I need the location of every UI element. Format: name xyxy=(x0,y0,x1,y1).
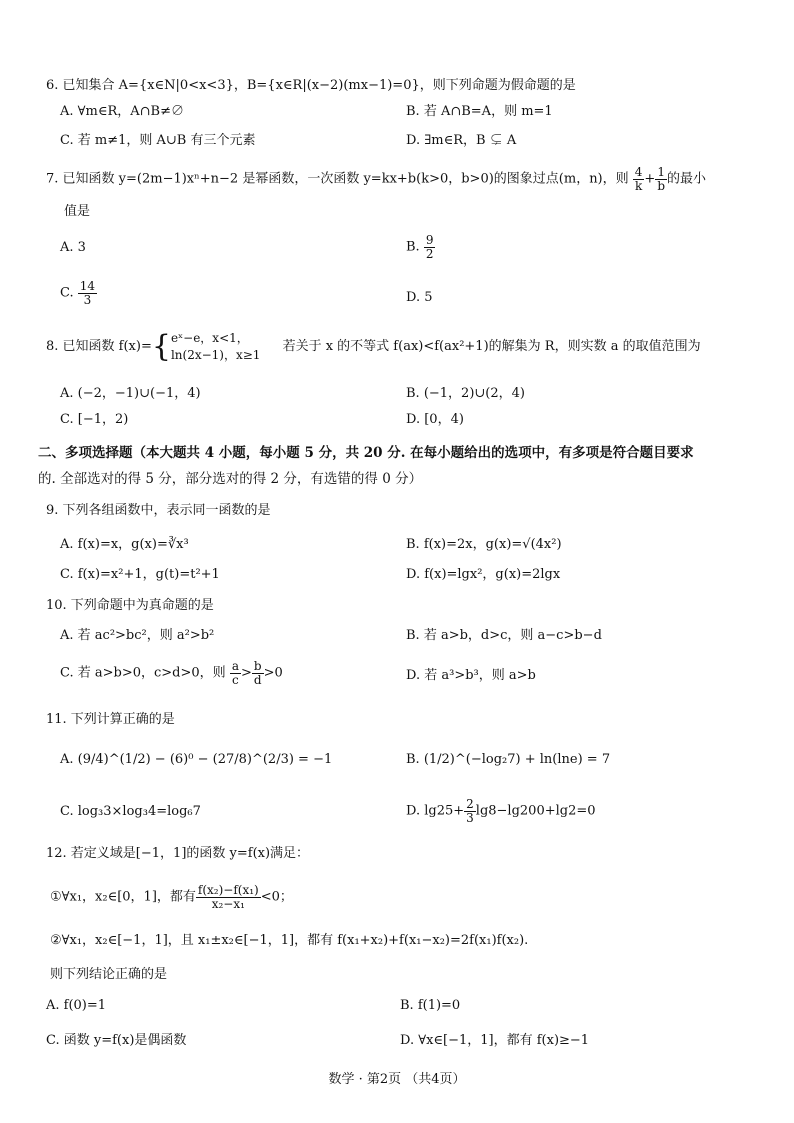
question-9-stem: 9. 下列各组函数中，表示同一函数的是 xyxy=(46,503,271,518)
q6-option-d: D. ∃m∈R，B ⊊ A xyxy=(406,133,517,148)
q12-cond1-fraction xyxy=(196,884,261,910)
q7-option-a: A. 3 xyxy=(60,240,86,255)
q8-brace: { xyxy=(151,328,171,364)
q9-option-d: D. f(x)=lgx²，g(x)=2lgx xyxy=(406,567,561,582)
question-12-stem: 12. 若定义域是[−1，1]的函数 y=f(x)满足： xyxy=(46,846,310,861)
q6-option-b: B. 若 A∩B=A，则 m=1 xyxy=(406,104,553,119)
q11-option-d xyxy=(406,798,596,824)
q7-option-c-fraction xyxy=(78,280,97,306)
q12-then: 则下列结论正确的是 xyxy=(50,967,168,982)
q11-d-post: lg8−lg200+lg2=0 xyxy=(475,803,596,819)
q10-option-c xyxy=(60,660,283,686)
q7-frac1-num: 4 xyxy=(634,165,643,179)
q9-option-a: A. f(x)=x，g(x)=∛x³ xyxy=(60,537,189,552)
q7-option-c-label: C. xyxy=(60,285,74,301)
q7-option-c xyxy=(60,280,97,306)
q8-option-d: D. [0，4) xyxy=(406,412,464,427)
q7-b-num: 9 xyxy=(425,233,434,247)
q11-d-pre: D. lg25+ xyxy=(406,803,465,819)
q7-option-b-label: B. xyxy=(406,239,420,255)
q7-frac2-den: b xyxy=(657,178,666,193)
q6-option-c: C. 若 m≠1，则 A∪B 有三个元素 xyxy=(60,133,256,148)
q11-d-den: 3 xyxy=(466,810,474,825)
q8-piece-1: eˣ−e，x<1， xyxy=(170,331,249,345)
q10-c-text: C. 若 a>b>0，c>d>0，则 xyxy=(60,665,226,681)
q11-d-num: 2 xyxy=(466,797,474,811)
q7-frac2-num: 1 xyxy=(655,166,667,180)
q7-b-den: 2 xyxy=(425,246,434,261)
q12-cond1-num: f(x₂)−f(x₁) xyxy=(197,883,259,897)
page-footer: 数学 · 第2页 （共4页） xyxy=(328,1072,466,1087)
q7-c-den: 3 xyxy=(83,292,92,307)
q9-option-b: B. f(x)=2x，g(x)=√(4x²) xyxy=(406,537,562,552)
section-2-instructions: 的. 全部选对的得 5 分，部分选对的得 2 分，有选错的得 0 分） xyxy=(38,471,423,487)
q10-c-n2: b xyxy=(253,659,262,673)
q10-option-a: A. 若 ac²>bc²，则 a²>b² xyxy=(60,628,215,643)
q7-stem-continued: 值是 xyxy=(64,204,91,219)
q12-cond1-text: ①∀x₁，x₂∈[0，1]，都有 xyxy=(50,889,196,905)
question-7-stem xyxy=(46,166,706,192)
q7-option-b xyxy=(406,234,435,260)
q10-c-fraction-a-c xyxy=(230,660,241,686)
q11-d-fraction xyxy=(464,798,476,824)
q12-option-d: D. ∀x∈[−1，1]，都有 f(x)≥−1 xyxy=(400,1033,590,1048)
q8-function-label: 8. 已知函数 f(x)= xyxy=(46,339,152,354)
q8-piece-2: ln(2x−1)，x≥1 xyxy=(170,347,261,362)
q12-option-a: A. f(0)=1 xyxy=(46,998,107,1013)
q10-option-b: B. 若 a>b，d>c，则 a−c>b−d xyxy=(406,628,602,643)
q6-option-a: A. ∀m∈R，A∩B≠∅ xyxy=(60,104,184,119)
q7-option-b-fraction xyxy=(424,234,436,260)
q7-c-num: 14 xyxy=(79,279,96,293)
q12-option-c: C. 函数 y=f(x)是偶函数 xyxy=(46,1033,187,1048)
q8-stem-rest: 若关于 x 的不等式 f(ax)<f(ax²+1)的解集为 R，则实数 a 的取值范围为 xyxy=(282,339,701,354)
q7-fraction-1-over-b xyxy=(655,166,667,192)
q10-c-post: >0 xyxy=(263,665,283,681)
q10-c-d1: c xyxy=(232,672,239,687)
q8-option-b: B. (−1，2)∪(2，4) xyxy=(406,386,525,401)
q12-option-b: B. f(1)=0 xyxy=(400,998,461,1013)
question-10-stem: 10. 下列命题中为真命题的是 xyxy=(46,598,214,613)
q7-fraction-4-over-k xyxy=(633,166,645,192)
question-8-stem xyxy=(46,330,701,364)
q7-frac1-den: k xyxy=(634,178,643,193)
q7-stem-text: 7. 已知函数 y=(2m−1)xⁿ+n−2 是幂函数，一次函数 y=kx+b(k>0，b>0)的图象过点(m，n)，则 xyxy=(46,171,629,187)
q12-condition-1 xyxy=(50,884,293,910)
q8-piecewise xyxy=(171,330,260,364)
q12-cond1-den: x₂−x₁ xyxy=(211,896,245,911)
q7-option-d: D. 5 xyxy=(406,290,433,305)
q10-c-gt: > xyxy=(240,665,252,681)
q8-option-a: A. (−2，−1)∪(−1，4) xyxy=(60,386,201,401)
q7-stem-end: 的最小 xyxy=(667,171,707,187)
section-2-heading: 二、多项选择题（本大题共 4 小题，每小题 5 分，共 20 分. 在每小题给出的选项中，有多项是符合题目要求 xyxy=(38,445,694,461)
q10-c-fraction-b-d xyxy=(252,660,264,686)
question-6-stem: 6. 已知集合 A={x∈N|0<x<3}，B={x∈R|(x−2)(mx−1)=0}，则下列命题为假命题的是 xyxy=(46,78,576,93)
q11-option-c: C. log₃3×log₃4=log₆7 xyxy=(60,804,201,819)
q7-plus: + xyxy=(644,171,656,187)
q10-c-n1: a xyxy=(231,659,239,673)
question-11-stem: 11. 下列计算正确的是 xyxy=(46,712,175,727)
q12-condition-2: ②∀x₁，x₂∈[−1，1]，且 x₁±x₂∈[−1，1]，都有 f(x₁+x₂)+f(x₁−x₂)=2f(x₁)f(x₂). xyxy=(50,933,529,948)
q10-c-d2: d xyxy=(253,672,262,687)
q11-option-b: B. (1/2)^(−log₂7) + ln(lne) = 7 xyxy=(406,752,611,767)
q12-cond1-post: <0； xyxy=(260,889,293,905)
q10-option-d: D. 若 a³>b³，则 a>b xyxy=(406,668,536,683)
q8-option-c: C. [−1，2) xyxy=(60,412,129,427)
q9-option-c: C. f(x)=x²+1，g(t)=t²+1 xyxy=(60,567,220,582)
q11-option-a: A. (9/4)^(1/2) − (6)⁰ − (27/8)^(2/3) = −1 xyxy=(60,752,333,767)
